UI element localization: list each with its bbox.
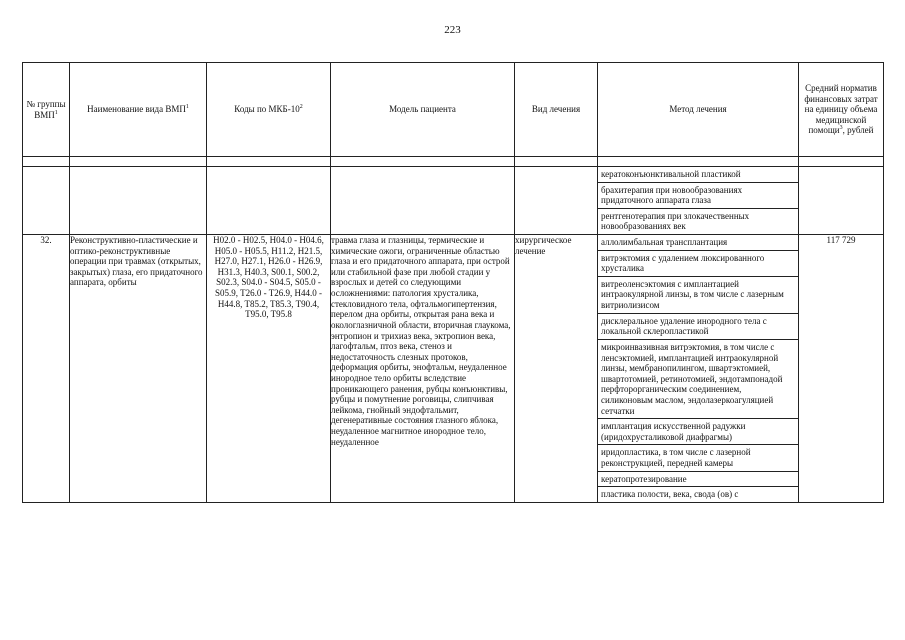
cost-value: 117 729	[799, 235, 884, 503]
method-item: кератопротезирование	[598, 472, 798, 488]
method-item: дисклеральное удаление инородного тела с локальной склеропластикой	[598, 314, 798, 340]
header-treatment: Вид лечения	[515, 63, 598, 157]
vmp-name: Реконструктивно-пластические и оптико-реконструктивные операции при травмах (открытых, закрытых) глаза, его придаточного аппарата, орбиты	[70, 235, 207, 503]
method-item: витреоленсэктомия с имплантацией интраокулярной линзы, в том числе с лазерным витриолизисом	[598, 277, 798, 314]
header-group: № группы ВМП$^1$	[23, 63, 70, 157]
page-number: 223	[444, 24, 461, 36]
vmp-table	[22, 62, 884, 503]
continued-methods-cell	[598, 167, 799, 235]
header-method: Метод лечения	[598, 63, 799, 157]
method-item: витрэктомия с удалением люксированного хрусталика	[598, 251, 798, 277]
header-model: Модель пациента	[331, 63, 515, 157]
column-number-row	[23, 157, 884, 167]
header-codes: Коды по МКБ-$10^2$	[207, 63, 331, 157]
method-item: пластика полости, века, свода (ов) с	[601, 489, 739, 500]
method-item: рентгенотерапия при злокачественных новообразованиях век	[601, 210, 750, 232]
method-item: аллолимбальная трансплантация	[598, 235, 798, 251]
method-item: микроинвазивная витрэктомия, в том числе с ленсэктомией, имплантацией интраокулярной линзы, мембранопилингом, швартэктомией, швартотомией, ретинотомией, эндотампонадой перфторорганическим соединением, силиконовым маслом, эндолазеркоагуляцией сетчатки	[598, 340, 798, 419]
group-number: 32.	[23, 235, 70, 503]
continuation-row	[23, 167, 884, 235]
method-item: брахитерапия при новообразованиях придаточного аппарата глаза	[598, 183, 798, 209]
table-row-32	[23, 235, 884, 503]
table-header-row	[23, 63, 884, 157]
method-item: кератоконъюнктивальной пластикой	[598, 167, 798, 183]
header-name: Наименование вида ВМП$^1$	[70, 63, 207, 157]
methods-cell	[598, 235, 799, 503]
method-item: иридопластика, в том числе с лазерной реконструкцией, передней камеры	[598, 445, 798, 471]
method-item: имплантация искусственной радужки (иридохрусталиковой диафрагмы)	[598, 419, 798, 445]
treatment-type: хирургическое лечение	[515, 235, 598, 503]
patient-model: травма глаза и глазницы, термические и химические ожоги, ограниченные областью глаза и его придаточного аппарата, при острой или стабильной фазе при любой стадии у взрослых и детей со следующими осложнениями: патология хрусталика, стекловидного тела, офтальмогипертензия, перелом дна орбиты, открытая рана века и окологлазничной области, вторичная глаукома, энтропион и трихиаз века, эктропион века, лагофтальм, птоз века, стеноз и недостаточность слезных протоков, деформация орбиты, энофтальм, неудаленное инородное тело орбиты вследствие проникающего ранения, рубцы конъюнктивы, рубцы и помутнение роговицы, слипчивая лейкома, гнойный эндофтальмит, дегенеративные состояния глазного яблока, неудаленное магнитное инородное тело, неудаленное	[331, 235, 515, 503]
icd-codes: H02.0 - H02.5, H04.0 - H04.6, H05.0 - H05.5, H11.2, H21.5, H27.0, H27.1, H26.0 - H26.9, H31.3, H40.3, S00.1, S00.2, S02.3, S04.0 - S04.5, S05.0 - S05.9, T26.0 - T26.9, H44.0 - H44.8, T85.2, T85.3, T90.4, T95.0, T95.8	[207, 235, 331, 503]
header-cost: Средний норматив финансовых затрат на единицу объема медицинской помощи$^3$, рублей	[799, 63, 884, 157]
